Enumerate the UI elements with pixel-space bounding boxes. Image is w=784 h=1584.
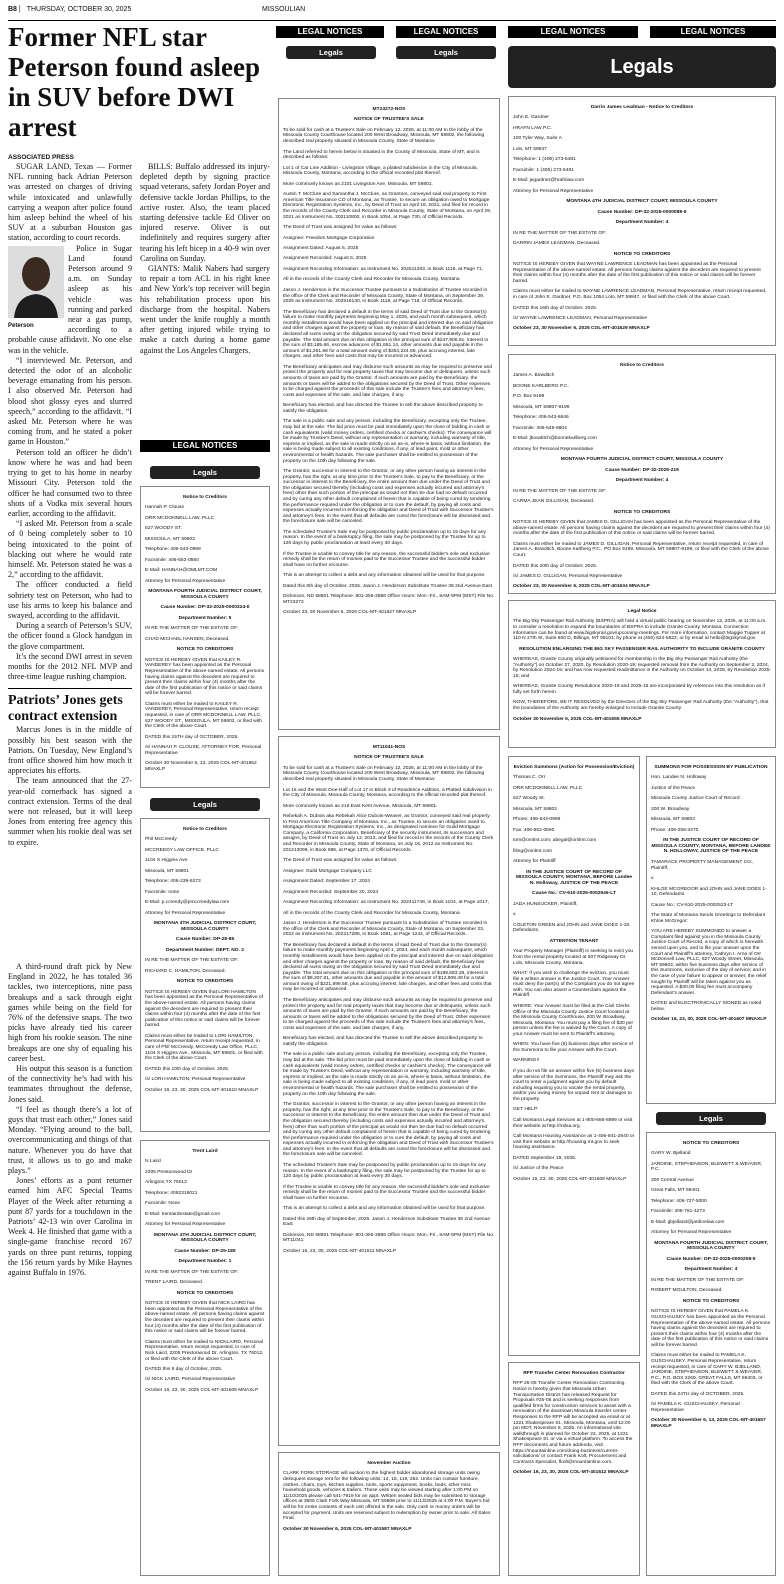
notice-line: IN RE THE MATTER OF THE ESTATE OF: <box>513 230 607 236</box>
legals-label-c: Legals <box>150 466 260 479</box>
notice-line: The Beneficiary has declared a default in the terms of said Deed of Trust due to the Grantor(s) failure to make monthly payments beginning May 1, 2025, and each month subsequent, which monthly installments would have been applied on the principal and interest due on said obligation and other charges against the property or loan. By reason of said default, the Beneficiary has declared all sums owing on the obligation secured by said Trust Deed immediately due and payable. The total amount due on this obligation is the principal sum of $247,905.91, interest in the sum of $3,185.66, escrow advances of $1,651.14, other amounts due and payable in the amount of $1,261.68 for a total amount owing of $254,224.59, plus accruing interest, late charges, and other fees and costs that may be incurred or advanced. <box>283 309 494 360</box>
notice-line: Claims must either be mailed to NICKLAIRD, Personal Representative, return receipt requested, in care of Nick Laird, 2205 Prestonwood Dr, Arlington, TX 76012, or filed with the Clerk of the above Court. <box>145 1339 264 1362</box>
notice-summons <box>646 756 776 1104</box>
notice-line: IN THE JUSTICE COURT OF RECORD OF MISSOULA COUNTY, MONTANA, BEFORE Landee N. Holloway, JUSTICE OF THE PEACE <box>515 869 633 886</box>
notice-bsprd <box>508 600 776 748</box>
notice-line: MCCREEDY LAW OFFICE, PLLC <box>145 847 219 853</box>
notice-line: Facsimile: 406-552-0560 <box>145 557 199 563</box>
notice-line: October 16, 23, 30, 2025 COL-MT-401612 MNAXLP <box>513 1470 629 1476</box>
notice-line: Department Number: 1 <box>178 1259 232 1265</box>
page-number: B8 <box>8 6 17 13</box>
legals-label-a: Legals <box>286 46 376 59</box>
notice-line: If you do not file an answer within five (5) business days after service of the Summons, the Plaintiff may ask the court to enter a judgment against you by default including requiring you to vacate the rental property, and/or you owing money for unpaid rent or damages to the property. <box>513 1068 634 1102</box>
story2-paragraph: The team announced that the 27-year-old cornerback has signed a contract extension. Terms of the deal were not released, but it will keep Jones from entering free agency this summer when his rookie deal was set to expire. <box>8 776 132 847</box>
notice-line: This is an attempt to collect a debt and any information obtained will be used for that purpose. <box>283 1206 486 1212</box>
notice-line: Claims must either be mailed to JAMES D. GILLIGAN, Personal Representative, return receipt requested, in care of James A. Bowditch, Boone Karlberg P.C., PO Box 9199, Missoula, MT 59807-9199, or filed with the Clerk of the above Court. <box>513 541 769 559</box>
notice-line: More commonly known as 216 East Kent Avenue, Missoula, MT 59801. <box>283 803 438 809</box>
notice-line: October 23, 30 November 6, 2025 COL-MT-401627 MNAXLP <box>283 610 417 616</box>
notice-line: ORR MCDONNELL LAW, PLLC <box>145 515 215 521</box>
notice-line: All in the records of the County Clerk and Recorder for Missoula County, Montana <box>283 910 460 916</box>
notice-line: COLETON GREEN and JOHN and JANE DOES 1-10, Defendants. <box>513 922 631 934</box>
notice-line: October 30 November 6, 13, 2025 COL-MT-401657 MNAXLP <box>651 1418 766 1429</box>
notice-line: November Auction <box>367 1460 411 1466</box>
notice-line: TRENT LAIRD, Deceased. <box>145 1280 204 1286</box>
notice-line: RFP Transfer Center Renovation Contractor <box>523 1370 625 1376</box>
notice-line: The Grantor, successor in interest to the Grantor, or any other person having an interest in the property, has the right, at any time prior to the Trustee's Sale, to pay to the Beneficiary, or the successor in interest to the Beneficiary, the entire amount then due under the Deed of Trust and the obligation secured thereby (including costs and expenses actually incurred and attorney's fees) other than such portion of the principal as would not then be due had no default occurred and by curing any other default complained of herein that is capable of being cured by tendering the performance required under the obligation or to cure the default, by paying all costs and expenses actually incurred in enforcing the obligation and Deed of Trust with Successor Trustee's and attorney's fees. In the event that all defaults are cured the foreclosure will be dismissed and the foreclosure sale will be canceled. <box>283 469 494 525</box>
notice-line: P.O. Box 9199 <box>513 394 545 400</box>
notice-line: Jason J. Henderson is the Successor Trustee pursuant to a Substitution of Trustee recorded in the office of the Clerk and Recorder of Missoula County, State of Montana, on September 23, 2022 as Instrument No. 202217286, in Book 1081, at Page 1244, of Official Records. <box>283 921 488 938</box>
notice-line: IN RE THE MATTER OF THE ESTATE OF: <box>145 626 239 632</box>
notice-line: Facsimile: 1 (406) 273-5481 <box>513 167 574 173</box>
notice-mt23272 <box>278 98 500 730</box>
notice-line: Facsimile: 406-761-4273 <box>651 1209 705 1215</box>
notice-line: October 23, 30 November 6, 2025 COL-MT-401634 MNAXLP <box>513 584 650 590</box>
notice-line: SUMMONS FOR POSSESSION BY PUBLICATION <box>654 764 768 770</box>
notice-line: Attorney for Personal Representative <box>145 1222 226 1228</box>
notice-line: Facsimile: 406-549-6804 <box>513 425 567 431</box>
legals-label-d: Legals <box>150 798 260 811</box>
story2-paragraph: Jones’ efforts as a punt returner earned him AFC Special Teams Player of the Week after returning a punt 87 yards for a touchdown in the Patriots’ 42-13 win over Carolina in Week 4. He finished that game with a single-game franchise record 167 yards on three punt returns, topping the 156 return yards by Mike Haynes against Buffalo in 1976. <box>8 1176 132 1278</box>
notice-line: JARDINE, STEPHENSON, BLEWETT & WEAVER, P.C. <box>651 1161 763 1173</box>
story1-brief: BILLS: Buffalo addressed its injury-depleted depth by signing practice squad veterans, safety Jordan Poyer and defensive tackle Jordan Phillips, to the active roster. Also, the team placed starting defensive tackle Ed Oliver on injured reserve. Oliver is out indefinitely and requires surgery after tearing his left bicep in a 40-9 win over Carolina on Sunday. <box>140 162 270 263</box>
story1-paragraph: Peterson told an officer he didn’t know where he was and had been trying to get to his home in nearby Missouri City. Peterson told the officer he had consumed two to three shots of a Vodka mix several hours earlier, according to the affidavit. <box>8 447 132 518</box>
notice-line: Attorney for Personal Representative <box>651 1230 732 1236</box>
notice-line: DATED this 15TH day of OCTOBER, 2025. <box>145 734 239 740</box>
notice-line: Rebekah A. Dubois aka Rebekah Alice Dubois-Weaver, as Grantor, conveyed said real property to First American Title Company of Montana, Inc., as Trustee, to secure an obligation owed to Mortgage Electronic Registration Systems, Inc., as designated nominee for Guild Mortgage Company, a California Corporation, Beneficiary of the security instrument, its successors and assigns, by Deed of Trust on July 12, 2012, and filed for record in the records of the County Clerk and Recorder in Missoula County, State of Montana, on July 16, 2012 as Instrument No. 201213099, in Book 896, at Page 1378, of Official Records. <box>283 814 494 853</box>
notice-line: Attorney for Plaintiff <box>513 859 556 865</box>
notice-leadman <box>508 96 776 346</box>
notice-line: NOTICE TO CREDITORS <box>176 979 234 985</box>
notice-line: Assignment Recorded: August 6, 2025 <box>283 256 367 262</box>
notice-line: RFP 25-05 Transfer Center Renovation Contracting. Notice is hereby given that Missoula Urban Transportation District has released Request for Proposals #25-05 and is seeking responses from qualified firms for construction services to assist with a renovation of the downtown Missoula transfer center. Responses to the RFP will be accepted via email or at 1221 Shakespeare St., Missoula, Montana, until 12:00 pm MDT, November 5, 2025. An informational site walkthrough is planned for October 23, 2025, at 1221 Shakespeare St. or via a virtual platform. To access the RFP documents and future addenda, visit https://mountainline.com/doing-business/current-solicitations/ or contact Frank Kolt, Procurement and Contracts Specialist, fkolt@mountainline.com. <box>513 1381 633 1465</box>
notice-line: ORR MCDONNELL LAW, PLLC <box>513 785 583 791</box>
notice-line: IN RE THE MATTER OF THE ESTATE OF: <box>651 1277 745 1283</box>
notice-line: The Beneficiary anticipates and may disburse such amounts as may be required to preserve and protect the property and for real property taxes that may become due or delinquent, unless such amounts of taxes are paid by the Grantor. If such amounts are paid by the Beneficiary, the amounts or taxes will be added to the obligations secured by the Deed of Trust. Other expenses to be charged against the proceeds of this sale include the Trustee's fees and attorney's fees, costs and expenses of the sale, and late charges, if any. <box>283 997 493 1031</box>
notice-line: DATED this 10th day of October, 2025. <box>145 1066 230 1072</box>
story1-paragraph: Police in Sugar Land found Peterson around 9 a.m. on Sunday asleep as his vehicle was running and parked near a gas pump, according to a probable cause affidavit. No one else was in the vehicle. <box>8 243 132 355</box>
notice-line: October 16, 23, 30, 2025 COL-MT-401608 MNAXLP <box>513 1176 627 1182</box>
notice-line: 627 WOODY ST. <box>145 526 182 532</box>
notice-line: Your Property Manager (Plaintiff) is seeking to evict you from the rental property located at 507 Ridgeway Dr. Lolo, Missoula County, Montana. <box>513 949 634 966</box>
notice-line: Assignment Recorded: September 20, 2024 <box>283 889 379 895</box>
notice-line: 100 Tyler Way, Suite A <box>513 136 562 142</box>
notice-line: DATED this 20th day of October, 2025. <box>513 563 598 569</box>
notice-line: This is an attempt to collect a debt and any information obtained will be used for that purpose. <box>283 573 486 579</box>
notice-line: All in the records of the County Clerk and Recorder for Missoula County, Montana <box>283 277 460 283</box>
notice-line: Telephone: 4092316021 <box>145 1190 198 1196</box>
notice-line: Cause No.: CV-610-2025-0002946-LT <box>532 891 616 897</box>
notice-line: Jason J. Henderson is the Successor Trustee pursuant to a Substitution of Trustee recorded in the office of the Clerk and Recorder of Missoula County, State of Montana, on September 29, 2025 as Instrument No. 202516130, in Book 1119, at Page 718, of Official Records. <box>283 287 488 305</box>
story1-paragraph: It’s the second DWI arrest in seven months for the 2012 NFL MVP and three-time league rushing champion. <box>8 651 132 682</box>
page-date: THURSDAY, OCTOBER 30, 2025 <box>26 6 132 13</box>
notice-line: Department Number: 4 <box>684 1267 738 1273</box>
notice-line: NOTICE TO CREDITORS <box>176 1290 234 1296</box>
notice-line: The scheduled Trustee's Sale may be postponed by public proclamation up to 15 days for any reason. In the event of a bankruptcy filing, the sale may be postponed by the Trustee for up to 120 days by public proclamation at least every 30 days. <box>283 1162 486 1180</box>
notice-line: Notice to Creditors <box>182 494 228 500</box>
notice-line: Claims must either be mailed to KAILEY R. VANDEREY, Personal Representative, return receipt requested, in care of ORR MCDONNELL LAW, PLLC, 627 WOODY ST., MISSOULA, MT 59802, or filed with the Clerk of the above Court. <box>145 701 262 730</box>
notice-line: NOTICE IS HEREBY GIVEN that LORI HAMILTON has been appointed as the Personal Representative of the above-named estate. All persons having claims against the decedent are required to present their claims within four (4) months after the date of the first publication of this notice or said claims will be forever barred. <box>145 989 264 1029</box>
notice-line: DATED this 24TH day of OCTOBER, 2025. <box>651 1391 745 1397</box>
notice-line: /s/ Justice of the Peace <box>513 1166 564 1172</box>
legals-label-b: Legals <box>396 46 496 59</box>
notice-hamilton <box>140 818 270 1132</box>
notice-line: Phone: 406-543-0999 <box>513 817 561 823</box>
notice-line: Department Number: 4 <box>615 220 669 226</box>
legal-notices-bar-3: LEGAL NOTICES <box>508 26 638 38</box>
notice-line: CLARK FORK STORAGE will auction to the highest bidder abandoned storage units owing delinquent storage rent for the following units: 14, 15, 119, 262. Units can contain furniture, clothes, chairs, toys, kitchen supplies, tools, sports equipment, books, beds, other misc household goods, vehicles & trailers. These units may be viewed starting after 1:00 PM on 11/10/2025 please call 541-7919 for an appt. Written sealed bids may be submitted to storage offices at 3505 Clark Fork Way Missoula, MT 59808 prior to 11/13/2025 at 4:00 P.M. Buyer's bid will be for entire contents of each unit offered in the sale. Only cash or money orders will be accepted for payment. Units are reserved subject to redemption by owner prior to sale. All Sales Final. <box>283 1471 491 1522</box>
notice-line: HRAFN LAW P.C. <box>513 125 552 131</box>
notice-line: Telephone: 406-727-5000 <box>651 1198 707 1204</box>
notice-line: DATED this 9 day of October, 2025. <box>145 1366 223 1372</box>
notice-line: October 30 November 6, 13, 2025 COL-MT-401652 MNAXLP <box>145 761 257 772</box>
notice-line: Assignee: Freedom Mortgage Corporation <box>283 235 375 241</box>
story1-column-2 <box>140 162 270 424</box>
story2-headline: Patriots’ Jones gets contract extension <box>8 693 123 725</box>
notice-line: NOTICE IS HEREBY GIVEN that NICK LAIRD has been appointed as the Personal Representative of the above-named estate. All persons having claims against the decedent are required to present their claims within four (4) months after the date of the first publication of this notice or said claims will be forever barred. <box>145 1301 265 1335</box>
notice-line: E-Mail: gbjelland@jardinelaw.com <box>651 1219 725 1225</box>
notice-line: James A. Bowditch <box>513 373 555 379</box>
notice-line: NOTICE OF TRUSTEE'S SALE <box>354 755 424 761</box>
legal-notices-bar-1: LEGAL NOTICES <box>276 26 384 38</box>
notice-line: Cause Number: DP-32-2025-0000208-II <box>666 1256 756 1262</box>
notice-line: The scheduled Trustee's Sale may be postponed by public proclamation up to 15 days for any reason. In the event of a bankruptcy filing, the sale may be postponed by the Trustee for up to 120 days by public proclamation at least every 30 days. <box>283 529 486 547</box>
notice-line: /s/ WAYNE LAWRENCE LEADMAN, Personal Representative <box>513 315 648 321</box>
publication-name: MISSOULIAN <box>262 6 306 13</box>
notice-line: /s/ PAMELA K. GUSCHAUSKY, Personal Representative <box>651 1402 740 1413</box>
notice-clouse <box>140 486 270 788</box>
notice-line: The Beneficiary anticipates and may disburse such amounts as may be required to preserve and protect the property and for real property taxes that may become due or delinquent, unless such amounts of taxes are paid by the Grantor. If such amounts are paid by the Beneficiary, the amounts or taxes will be added to the obligations secured by the Deed of Trust. Other expenses to be charged against the proceeds of this sale include the Trustee's fees and attorney's fees, costs and expenses of the sale, and late charges, if any. <box>283 364 493 398</box>
notice-line: Assignment Dated: September 17, 2024 <box>283 879 370 885</box>
notice-line: /s/ LORI HAMILTON, Personal Representative <box>145 1077 246 1083</box>
notice-line: John E. Gardner <box>513 115 549 121</box>
notice-line: The Deed of Trust was assigned for value as follows: <box>283 225 398 231</box>
notice-line: 627 Woody St. <box>513 796 545 802</box>
notice-line: Telephone: 1 (406) 273-5481 <box>513 157 576 163</box>
photo-caption: Peterson <box>8 322 34 329</box>
notice-line: Cause No.: CV-610-2025-0002522-LT <box>651 902 734 908</box>
notice-laird <box>140 1140 270 1576</box>
notice-line: Cause Number: DP-25-85 <box>175 937 235 943</box>
notice-line: v. <box>513 912 517 918</box>
notice-line: Facsimile: none <box>145 889 180 895</box>
notice-line: CHAD MICHAEL HANSEN, Deceased. <box>145 636 230 642</box>
notice-line: October 16, 23, 30, 2025 COL-MT-401611 MNAXLP <box>283 1248 396 1254</box>
story-divider <box>8 688 132 689</box>
notice-line: The Deed of Trust was assigned for value as follows: <box>283 858 398 864</box>
notice-line: 200 W. Broadway <box>651 806 690 812</box>
notice-line: GARY W. Bjelland <box>651 1151 691 1157</box>
notice-line: IN THE JUSTICE COURT OF RECORD OF MISSOULA COUNTY, MONTANA, BEFORE LANDEE N. HOLLOWAY, JUSTICE OF THE PEACE <box>651 838 771 855</box>
notice-line: N Laird <box>145 1159 161 1165</box>
notice-line: YOU ARE HEREBY SUMMONED to answer a Complaint filed against you in the Missoula County Justice Court of Record, a copy of which is herewith served upon you, and to file your answer upon the Court and Plaintiff's attorney, Cathryn I. Arne of Orr McDonnell Law, PLLC, 627 Woody Street, Missoula, MT 59802, within five business days after service of this Summons, exclusive of the day of service; and in the case of your failure to appear or answer, the relief sought by Plaintiff will be taken against you as requested. A $30.00 filing fee must accompany Defendant's answer. <box>651 929 767 996</box>
notice-line: More commonly known as 2101 Livingston Ave, Missoula, MT 59801. <box>283 181 433 187</box>
notice-line: Missoula County Justice Court of Record <box>651 796 740 802</box>
legals-label-e: Legals <box>656 1112 766 1125</box>
notice-line: Beneficiary has elected, and has directed the Trustee to sell the above described property to satisfy the obligation. <box>283 1036 483 1047</box>
notice-line: Darrin James Leadman - Notice to Creditors <box>590 104 694 110</box>
notice-line: Great Falls, MT 59401 <box>651 1188 700 1194</box>
notice-line: MT11041-NOS <box>372 744 406 750</box>
story2-paragraph: “I feel as though there’s a lot of guys that trust each other,” Jones said Monday. “Flying around to the ball, overcommunicating and things of that nature. Whenever you do have that trust, it allows us to go and make plays.” <box>8 1104 132 1176</box>
notice-line: Justice of the Peace <box>651 785 696 791</box>
notice-line: To be sold for cash at a Trustee's Sale on February 12, 2026, at 11:00 AM In the lobby of the Missoula County Courthouse located 200 West Broadway, Missoula, MT 59802, the following described real property situated in Missoula County, State of Montana: <box>283 127 485 145</box>
story2-paragraph: A third-round draft pick by New England in 2022, he has totaled 36 tackles, two interceptions, nine pass breakups and a sack through eight games while being on the field for 76% of the defensive snaps. The two picks have already tied his career high from his rookie season. The nine breakups are one shy of equaling his career best. <box>8 962 132 1063</box>
notice-line: Notice to Creditors <box>182 826 228 832</box>
notice-line: MONTANA FOURTH JUDICIAL DISTRICT COURT, MISSOULA COUNTY <box>654 1240 768 1252</box>
notice-line: If the Trustee is unable to convey title for any reason, the successful bidder's sole and exclusive remedy shall be the return of monies paid to the Successor Trustee and the successful bidder shall have no further recourse. <box>283 1184 490 1201</box>
notice-line: Claims must either be mailed to LORI HAMILTON, Personal Representative, return receipt requested, in care of Phil McCreedy, McCreedy Law Office, PLLC, 1104 S Higgins Ave., Missoula, MT 59801, or filed with the Clerk of the above Court. <box>145 1033 263 1062</box>
notice-line: October 23, 30 November 6, 2025 COL-MT-401629 MNAXLP <box>513 326 650 332</box>
notice-line: WHEREAS, Granite County originally petitioned for membership in the Big Sky Passenger Rail Authority (the "Authority") on October 27, 2020, by Resolution 2020-19; requested removal from the Authority on September 3, 2024, by Resolution 2024-15; and has now requested readmittance in the Authority on October 14, 2025, by Resolution 2025-15; and <box>513 657 772 679</box>
notice-gilligan <box>508 354 776 594</box>
notice-line: Legal Notice <box>627 608 657 614</box>
story2-paragraph: Marcus Jones is in the middle of possibly his best season with the Patriots. On Tuesday, New England’s front office showed him how much it appreciates his efforts. <box>8 725 132 776</box>
peterson-photo <box>8 246 64 318</box>
notice-line: Fax: 406-552-0560 <box>513 827 555 833</box>
notice-rfp <box>508 1362 640 1576</box>
story2-column-1b <box>8 962 132 1576</box>
notice-line: RICHARD C. HAMILTON, Deceased. <box>145 968 226 974</box>
notice-line: Facsimile: None <box>145 1201 181 1207</box>
notice-line: Department Number: 4 <box>615 478 669 484</box>
notice-line: Cause Number: DP-32-2025-0000088-II <box>597 209 687 215</box>
notice-line: MONTANA 4TH JUDICIAL DISTRICT COURT, MISSOULA COUNTY <box>566 199 718 205</box>
notice-line: Attorney for Personal Representative <box>513 188 594 194</box>
notice-line: MONTANA 4TH JUDICIAL DISTRICT COURT, MISSOULA COUNTY <box>153 1232 257 1244</box>
notice-line: E-Mail: jegardner@hrafnlaw.com <box>513 178 585 184</box>
notice-line: NOTICE TO CREDITORS <box>613 251 671 257</box>
notice-line: DARRIN JAMES LEADMAN, Deceased. <box>513 241 601 247</box>
notice-line: Cause Number: DP-32-2025-0000324-II <box>160 605 250 611</box>
story1-byline: ASSOCIATED PRESS <box>8 154 74 161</box>
notice-line: Thomas C. Orr <box>513 775 546 781</box>
notice-line: MONTANA FOURTH JUDICIAL DISTRICT COURT, MISSOULA COUNTY <box>148 589 262 600</box>
notice-line: ROBERT MOULTON, Deceased. <box>651 1288 723 1294</box>
notice-line: Dated this 6th day of October, 2025. Jason J. Henderson Substitute Trustee 38 2nd Avenue East <box>283 583 492 589</box>
notice-line: NOTICE IS HEREBY GIVEN that JAMES D. GILLIGAN has been appointed as the Personal Representative of the above-named estate. All persons having claims against the decedent are required to present their claims within four (4) months after the date of the first publication of this notice or said claims will be forever barred. <box>513 520 770 537</box>
notice-line: The Grantor, successor in interest to the Grantor, or any other person having an interest in the property, has the right, at any time prior to the Trustee's Sale, to pay to the Beneficiary, or the successor in interest to the Beneficiary, the entire amount then due under the Deed of Trust and the obligation secured thereby (including costs and expenses actually incurred and attorney's fees) other than such portion of the principal as would not then be due had no default occurred and by curing any other default complained of herein that is capable of being cured by tendering the performance required under the obligation or to cure the default, by paying all costs and expenses actually incurred in enforcing the obligation and Deed of Trust with Successor Trustee's and attorney's fees. In the event that all defaults are cured the foreclosure will be dismissed and the foreclosure sale will be canceled. <box>283 1102 494 1158</box>
notice-line: Hannah P. Clouse <box>145 505 185 511</box>
notice-line: Lot 16 and the West One-Half of Lot 17 in Block 3 of Residence Addition, a Platted subdivision in the City of Missoula, Missoula County, Montana, according to the official recorded plat thereof. <box>283 787 492 799</box>
notice-line: Lolo, MT 59847 <box>513 146 547 152</box>
notice-line: The State of Montana Sends Greetings to Defendant Khloe McGregor: <box>651 913 766 924</box>
notice-line: The Big Sky Passenger Rail Authority (BSPRA) will hold a virtual public hearing on November 12, 2025, at 11:00 a.m. to consider a resolution to expand the boundaries of BSPRA to include Granite County, Montana. Connection information can be found at www.bigskyrail.gov/upcoming-meetings. For more information, contact Maggie Tupper at 110 N 27th St, Suite 600 D, Billings, MT 59101; by phone at (406) 624-5522; or by email at hello@bigskyrail.gov. <box>513 619 767 642</box>
notice-line: RESOLUTION ENLARGING THE BIG SKY PASSENGER RAIL AUTHORITY TO INCLUDE GRANITE COUNTY <box>519 646 765 652</box>
notice-line: October 30 November 6, 2025 COL-MT-401587 MNAXLP <box>283 1526 412 1532</box>
notice-line: If the Trustee is unable to convey title for any reason, the successful bidder's sole and exclusive remedy shall be the return of monies paid to the Successor Trustee and the successful bidder shall have no further recourse. <box>283 551 490 568</box>
notice-line: MONTANA FOURTH JUDICIAL DISTRICT COURT, MISSOULA COUNTY <box>560 457 724 463</box>
notice-line: Telephone: 406-543-0999 <box>145 547 201 553</box>
notice-line: Dickinson, ND 58601 Telephone: 801-355-2886 Office Hours: Mon.-Fri., 8AM-5PM (MST) File No. MT11041 <box>283 1232 495 1244</box>
story1-paragraph: During a search of Peterson’s SUV, the officer found a Glock handgun in the glove compartment. <box>8 621 132 651</box>
notice-line: BOONE KARLBERG P.C. <box>513 383 569 389</box>
notice-line: 2205 Prestonwood Dr <box>145 1169 193 1175</box>
notice-line: v. <box>651 876 655 882</box>
notice-line: WARNING!! <box>513 1058 540 1064</box>
notice-line: Lot 1 of Car Line Addition - Livingston Village, a platted subdivision in the City of Missoula, Missoula County, Montana, according to the official recorded plat thereof. <box>283 165 478 177</box>
notice-line: NOTICE TO CREDITORS <box>613 509 671 515</box>
notice-line: Attorney for Personal Representative <box>145 578 226 584</box>
notice-line: IN RE THE MATTER OF THE ESTATE OF: <box>145 958 239 964</box>
notice-line: Assignment Recording Information: as Instrument No. 202511283, in Book 1116, at Page 71, <box>283 266 484 272</box>
notice-line: The sale is a public sale and any person, including the Beneficiary, excepting only the Trustee, may bid at the sale. The bid price must be paid immediately upon the close of bidding in cash or cash equivalents (valid money orders, certified checks or cashier's checks). The conveyance will be made by Trustee's Deed, without any representation or warranty, including warranty of title, express or implied, as the sale is made strictly on an as-is, where-is basis, without limitation, the sale is being made subject to all existing conditions, if any, of lead paint, mold or other environmental or health hazards. The sale purchaser shall be entitled to possession of the property on the 10th day following the sale. <box>283 419 492 464</box>
notice-line: WHAT: If you wish to challenge the eviction, you must file a written answer in the Justice Court. Your Answer must deny the part(s) of the Complaint you do not agree with. You can also assert a Counterclaim against the Plaintiff. <box>513 971 635 999</box>
notice-line: /s/ NICK LAIRD, Personal Representative <box>145 1377 236 1383</box>
notice-line: TAMARACK PROPERTY MANAGEMENT CO., Plaintiff, <box>651 859 754 871</box>
notice-line: Dated this 26th day of September, 2025. Jason J. Henderson Substitute Trustee 38 2nd Avenue East <box>283 1216 491 1228</box>
notice-line: KHLOE MCGREGOR and JOHN and JANE DOES 1-10, Defendants. <box>651 886 767 898</box>
notice-line: Telephone: 406-239-6273 <box>145 879 201 885</box>
notice-line: NOTICE TO CREDITORS <box>682 1298 740 1304</box>
notice-line: Missoula, MT 59802 <box>513 806 557 812</box>
legal-notices-mid-bar: LEGAL NOTICES <box>140 440 270 452</box>
notice-moulton <box>646 1132 776 1576</box>
notice-line: Call Montana Housing Assistance as 1-406-841-2840 or visit their website at http://housing.mt.gov to seek housing assistance. <box>513 1133 635 1151</box>
notice-line: NOTICE IS HEREBY GIVEN that WAYNE LAWRENCE LEADMAN has been appointed as the Personal Representative of the above-named estate. All persons having claims against the decedent are required to present their claims within four (4) months after the date of the first publication of this notice or said claims will be forever barred. <box>513 262 761 284</box>
notice-line: Arlington,TX 76012 <box>145 1180 187 1186</box>
notice-mt11041 <box>278 736 500 1446</box>
notice-line: /s/ HANNAH P. CLOUSE, ATTORNEY FOR, Personal Representative <box>145 745 262 756</box>
story1-headline: Former NFL star Peterson found asleep in SUV before DWI arrest <box>8 22 260 142</box>
story1-column-1 <box>8 162 132 962</box>
notice-line: Department Number: 5 <box>178 615 232 621</box>
notice-auction <box>278 1452 500 1576</box>
notice-line: Department Number: DEPT. NO. 2 <box>166 947 244 953</box>
story1-paragraph: The officer conducted a field sobriety test on Peterson, who had to use his arms to keep his balance and swayed, according to the affidavit. <box>8 580 132 620</box>
story2-paragraph: His output this season is a function of the connectivity he’s had with his teammates throughout the defense, Jones said. <box>8 1064 132 1104</box>
notice-line: 300 Central Avenue <box>651 1177 694 1183</box>
notice-line: Phone: 406-258-3470 <box>651 827 699 833</box>
notice-line: Attorney for Personal Representative <box>145 910 226 916</box>
notice-line: NOTICE TO CREDITORS <box>176 647 234 653</box>
notice-line: Telephone: 406-543-6646 <box>513 415 569 421</box>
notice-line: DATED September 19, 2025. <box>513 1155 577 1161</box>
notice-line: WHEN: You have five (5) business days after service of the Summons to file your Answer with the Court. <box>513 1042 633 1053</box>
notice-line: Assignment Recording Information: as Instrument No. 202411748, in Book 1104, at Page 1017, <box>283 900 489 906</box>
notice-line: Cause Number: DP-25-185 <box>174 1248 236 1254</box>
notice-line: WHERE: Your Answer must be filed at the Civil Clerks Office of the Missoula County Justice Court located at the Missoula County Courthouse, 200 W. Broadway, Missoula, Montana. You must pay a filing fee of $30 per person unless the fee is waived by the Court. A copy of your Answer must be sent to Plaintiff's attorney. <box>513 1003 634 1037</box>
notice-line: Beneficiary has elected, and has directed the Trustee to sell the above described property to satisfy the obligation. <box>283 403 483 414</box>
notice-line: NOTICE TO CREDITORS <box>682 1140 740 1146</box>
notice-line: The Beneficiary has declared a default in the terms of said Deed of Trust due to the Grantor(s) failure to make monthly payments beginning April 1, 2024, and each month subsequent, which monthly installments would have been applied on the principal and interest due on said obligation and other charges against the property or loan. By reason of said default, the Beneficiary has declared all sums owing on the obligation secured by said Trust Deed immediately due and payable. The total amount due on this obligation is the principal sum of $199,683.28, interest in the sum of $9,307.81, other amounts due and payable in the amount of $12,908.49 for a total amount owing of $221,899.58, plus accruing interest, late charges, and other fees and costs that may be incurred or advanced. <box>283 942 494 993</box>
notice-line: DATED this 16th day of October, 2025. <box>513 305 598 311</box>
story1-brief: GIANTS: Malik Nabers had surgery to repair a torn ACL in his right knee and New York’s top receiver will begin his rehabilitation process upon his discharge from the hospital. Nabers went under the knife roughly a month after getting injured while trying to make a catch during a home game against the Los Angeles Chargers. <box>140 264 270 355</box>
notice-line: Trent Laird <box>192 1148 218 1154</box>
notice-line: October 16, 23, 30, 2025 COL-MT-401610 MNAXLP <box>145 1087 259 1093</box>
notice-line: /s/ JAMES D. GILLIGAN, Personal Representative <box>513 573 623 579</box>
notice-line: filing@omlmt.com <box>513 848 552 854</box>
legal-notices-bar-4: LEGAL NOTICES <box>650 26 776 38</box>
notice-line: GET HELP: <box>513 1107 539 1113</box>
notice-line: Call Montana Legal Services at 1-800-666-6899 or visit their website at http://mtlsa.org. <box>513 1117 633 1129</box>
legal-notices-bar-2: LEGAL NOTICES <box>396 26 496 38</box>
notice-line: E-Mail: HANNAH@OMLMT.COM <box>145 568 218 574</box>
notice-line: Assignee: Guild Mortgage Company LLC <box>283 868 372 874</box>
notice-line: DATED and ELECTRONICALLY SIGNED as noted below. <box>651 1001 762 1012</box>
notice-line: Eviction Summons (Action for Possession/Eviction) <box>513 764 635 770</box>
notice-line: October 30 November 6, 2025 COL-MT-401655 MNAXLP <box>513 716 642 722</box>
notice-line: Cause Number: DP-32-2025-219 <box>605 467 679 473</box>
notice-line: Assignment Dated: August 6, 2025 <box>283 246 359 251</box>
notice-line: Hon. Landee N. Holloway <box>651 775 707 781</box>
notice-line: Dickinson, ND 58601 Telephone: 801-355-2886 Office Hours: Mon.-Fri., 8AM-5PM (MST) File No. MT23272 <box>283 594 495 605</box>
notice-line: Claims must either be mailed to PAMELA K. GUSCHAUSKY, Personal Representative, return receipt requested, in care of GARY W. BJELLAND, JARDINE, STEPHENSON, BLEWETT & WEAVER, P.C., P.O. BOX 2269, GREAT FALLS, MT 59403, or filed with the Clerk of the above Court. <box>651 1353 763 1387</box>
peterson-photo-block <box>8 246 64 330</box>
notice-line: E-Mail: trentairdestate@gmail.com <box>145 1211 221 1217</box>
story1-paragraph: “I asked Mr. Peterson from a scale of 0 being completely sober to 10 being intoxicated to the point of blacking out where he would rate himself. Mr. Peterson stated he was a 2,” according to the affidavit. <box>8 519 132 580</box>
notice-line: October 16, 23, 30, 2025 COL-MT-401609 MNAXLP <box>145 1387 259 1393</box>
notice-line: Attorney for Personal Representative <box>513 446 594 452</box>
notice-line: 1104 S Higgins Ave. <box>145 858 189 864</box>
notice-line: CARMA JEAN GILLIGAN, Deceased. <box>513 499 595 505</box>
notice-line: NOTICE IS HEREBY GIVEN that KAILEY R. VANDEREY has been appointed as the Personal Representative of the above-named estate. All persons having claims against the decedent are required to present their claims within four (4) months after the date of the first publication of this notice or said claims will be forever barred. <box>145 657 265 697</box>
notice-line: tom@omlmt.com; abegal@omlmt.com <box>513 838 597 844</box>
legals-label-big: Legals <box>508 46 776 88</box>
notice-line: MISSOULA, MT 59802 <box>145 536 195 542</box>
notice-line: Phil McCreedy <box>145 837 177 843</box>
notice-line: Claims must either be mailed to WAYNE LAWRENCE LEADMAN, Personal Representative, return receipt requested, in care of John E. Gardner, P.O. Box 1054 Lolo, MT 59847, or filed with the Clerk of the above Court. <box>513 289 767 301</box>
notice-line: Missoula, MT 59802 <box>651 817 695 823</box>
notice-line: The Land referred to herein below is situated in the County of Missoula, State of MT, and is described as follows: <box>283 149 480 161</box>
page-header: B8 | THURSDAY, OCTOBER 30, 2025 MISSOULIAN <box>8 6 776 21</box>
notice-line: JADA HUNSUCKER, Plaintiff, <box>513 901 578 907</box>
notice-line: ATTENTION TENANT <box>549 938 599 944</box>
notice-line: E-Mail: p.ccreedy@pmccreedylaw.com <box>145 900 230 906</box>
notice-eviction <box>508 756 640 1356</box>
notice-line: Austin T. McClure and Samantha J. McClure, as Grantors, conveyed said real property to First American Title Insurance CO of Montana, as Trustee, to secure an obligation owed to Mortgage Electronic Registration Systems, Inc., by Deed of Trust on April 18, 2021, and filed for record in the records of the County Clerk and Recorder in Missoula County, State of Montana, on April 29, 2021 as Instrument No. 202110800, in Book 1054, at Page 730, of Official Records. <box>283 192 492 220</box>
notice-line: MONTANA 4TH JUDICIAL DISTRICT COURT, MISSOULA COUNTY <box>153 921 257 932</box>
story1-paragraph: “I interviewed Mr. Peterson, and detected the odor of an alcoholic beverage emanating from his person. I also observed Mr. Peterson had blood shot glossy eyes and slurred speech,” according to the affidavit. “I asked Mr. Peterson where he was coming from, and he stated a poker game in Houston.” <box>8 355 132 447</box>
story1-paragraph: SUGAR LAND, Texas — Former NFL running back Adrian Peterson was arrested on charges of driving while intoxicated and unlawfully carrying a weapon after police found him asleep behind the wheel of his SUV at a suburban Houston gas station, according to court records. <box>8 162 132 243</box>
notice-line: NOW, THEREFORE, BE IT RESOLVED by the Directors of the Big Sky Passenger Rail Authority (the "Authority"), that the boundaries of the Authority are hereby enlarged to include Granite County. <box>513 700 769 712</box>
notice-line: WHEREAS, Granite County Resolutions 2020-19 and 2025-15 are incorporated by reference into this resolution as if fully set forth herein. <box>513 684 766 695</box>
notice-line: IN RE THE MATTER OF THE ESTATE OF: <box>513 488 607 494</box>
notice-line: Missoula, MT 59807-9199 <box>513 404 570 410</box>
notice-line: MT23272-NOS <box>372 106 406 112</box>
notice-line: October 16, 23, 30, 2025 COL-MT-401607 MNAXLP <box>651 1017 767 1023</box>
notice-line: To be sold for cash at a Trustee's Sale on February 12, 2026, at 11:00 AM In the lobby of the Missoula County Courthouse located 200 West Broadway, Missoula, MT 59802, the following described real property situated in Missoula County, State of Montana: <box>283 765 485 783</box>
notice-line: E-Mail: jbowditch@boonekarlberg.com <box>513 436 597 442</box>
notice-line: Notice to Creditors <box>619 362 665 368</box>
notice-line: NOTICE OF TRUSTEE'S SALE <box>354 117 424 123</box>
notice-line: The sale is a public sale and any person, including the Beneficiary, excepting only the Trustee, may bid at the sale. The bid price must be paid immediately upon the close of bidding in cash or cash equivalents (valid money orders, certified checks or cashier's checks). The conveyance will be made by Trustee's Deed, without any representation or warranty, including warranty of title, express or implied, as the sale is made strictly on an as-is, where-is basis, without limitation, the sale is being made subject to all existing conditions, if any, of lead paint, mold or other environmental or health hazards. The sale purchaser shall be entitled to possession of the property on the 10th day following the sale. <box>283 1052 492 1097</box>
notice-line: IN RE THE MATTER OF THE ESTATE OF: <box>145 1269 239 1275</box>
notice-line: NOTICE IS HEREBY GIVEN that PAMELA K. GUSCHAUSKY has been appointed as the Personal Representative of the above-named estate. All persons having claims against the decedent are required to present their claims within four (4) months after the date of the first publication of this notice or said claims will be forever barred. <box>651 1309 771 1348</box>
notice-line: Missoula, MT 59801 <box>145 868 189 874</box>
